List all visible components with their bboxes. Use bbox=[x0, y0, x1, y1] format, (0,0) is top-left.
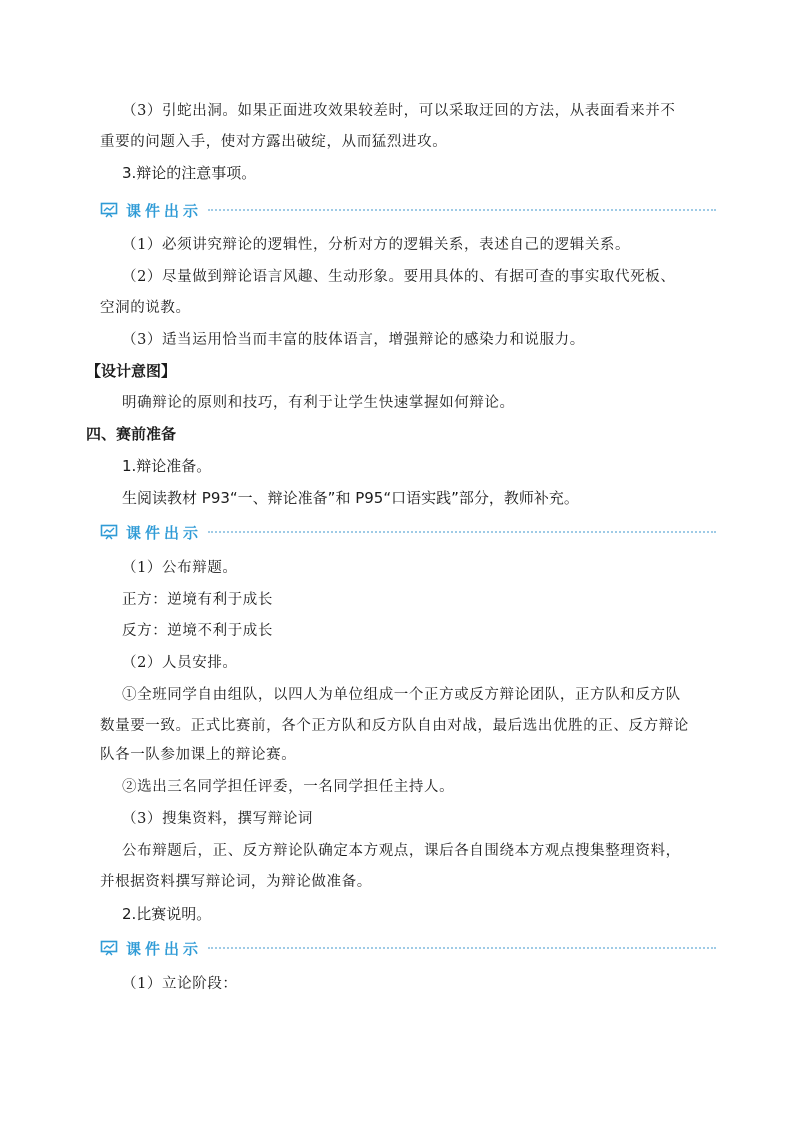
paragraph-line: 数量要一致。正式比赛前，各个正方队和反方队自由对战，最后选出优胜的正、反方辩论 bbox=[100, 718, 689, 734]
presentation-board-icon bbox=[100, 202, 118, 218]
subsection-title: 2.比赛说明。 bbox=[122, 905, 212, 923]
paragraph-line: （3）搜集资料，撰写辩论词 bbox=[122, 811, 314, 827]
presentation-board-icon bbox=[100, 524, 118, 540]
paragraph-line: 公布辩题后，正、反方辩论队确定本方观点，课后各自围绕本方观点搜集整理资料， bbox=[122, 843, 681, 859]
courseware-heading bbox=[100, 199, 716, 221]
section-title: 四、赛前准备 bbox=[86, 425, 177, 443]
paragraph-line: 队各一队参加课上的辩论赛。 bbox=[100, 747, 297, 763]
paragraph-line: ①全班同学自由组队，以四人为单位组成一个正方或反方辩论团队，正方队和反方队 bbox=[122, 687, 681, 703]
courseware-heading-label: 课件出示 bbox=[126, 939, 203, 958]
paragraph-line: （1）立论阶段： bbox=[122, 976, 238, 992]
subsection-title: 1.辩论准备。 bbox=[122, 457, 212, 475]
paragraph-line: （2）人员安排。 bbox=[122, 655, 238, 671]
paragraph-line: 反方：逆境不利于成长 bbox=[122, 623, 273, 639]
paragraph-line: （3）适当运用恰当而丰富的肢体语言，增强辩论的感染力和说服力。 bbox=[122, 332, 585, 348]
dotted-divider bbox=[208, 531, 716, 533]
subsection-title: 3.辩论的注意事项。 bbox=[122, 164, 257, 182]
presentation-board-icon bbox=[100, 940, 118, 956]
paragraph-line: 正方：逆境有利于成长 bbox=[122, 592, 273, 608]
paragraph-line: （3）引蛇出洞。如果正面进攻效果较差时，可以采取迂回的方法，从表面看来并不 bbox=[122, 103, 676, 119]
design-intent-title: 【设计意图】 bbox=[86, 362, 177, 380]
dotted-divider bbox=[208, 947, 716, 949]
paragraph-line: （1）公布辩题。 bbox=[122, 560, 238, 576]
paragraph-line: （2）尽量做到辩论语言风趣、生动形象。要用具体的、有据可查的事实取代死板、 bbox=[122, 269, 676, 285]
courseware-heading bbox=[100, 937, 716, 959]
paragraph-line: （1）必须讲究辩论的逻辑性，分析对方的逻辑关系，表述自己的逻辑关系。 bbox=[122, 237, 631, 253]
paragraph-line: 空洞的说教。 bbox=[100, 300, 191, 316]
courseware-heading bbox=[100, 521, 716, 543]
paragraph-line: ②选出三名同学担任评委，一名同学担任主持人。 bbox=[122, 779, 455, 795]
courseware-heading-label: 课件出示 bbox=[126, 201, 203, 220]
paragraph-line: 重要的问题入手，使对方露出破绽，从而猛烈进攻。 bbox=[100, 134, 448, 150]
courseware-heading-label: 课件出示 bbox=[126, 523, 203, 542]
paragraph-line: 明确辩论的原则和技巧，有利于让学生快速掌握如何辩论。 bbox=[122, 395, 515, 411]
paragraph-line: 并根据资料撰写辩论词，为辩论做准备。 bbox=[100, 874, 372, 890]
dotted-divider bbox=[208, 209, 716, 211]
paragraph-line: 生阅读教材 P93“一、辩论准备”和 P95“口语实践”部分，教师补充。 bbox=[122, 489, 579, 507]
